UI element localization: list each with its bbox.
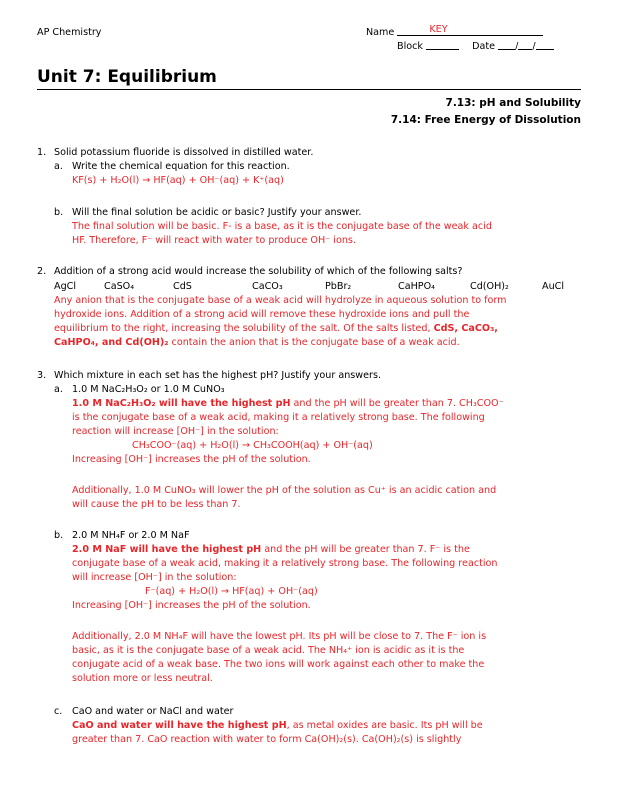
q3b-answer-line: 2.0 M NaF will have the highest pH and the pH will be greater than 7. F⁻ is the xyxy=(72,544,470,555)
q2-answer-line: Any anion that is the conjugate base of a weak acid will hydrolyze in aqueous solution to form xyxy=(54,295,507,306)
q3b-additional-line: Additionally, 2.0 M NH₄F will have the lowest pH. Its pH will be close to 7. The F⁻ ion is xyxy=(72,631,487,642)
q2-number: 2. xyxy=(37,266,47,277)
q2-answer-bold: CaHPO₄, and Cd(OH)₂ xyxy=(54,337,169,348)
q3-prompt: Which mixture in each set has the highest pH? Justify your answers. xyxy=(54,370,382,381)
date-month-blank[interactable] xyxy=(498,41,515,50)
q1a-answer: KF(s) + H₂O(l) → HF(aq) + OH⁻(aq) + K⁺(aq) xyxy=(72,175,284,186)
q3b-additional-line: conjugate acid of a weak base. The two ions will work against each other to make the xyxy=(72,659,485,670)
q3a-answer-line: is the conjugate base of a weak acid, making it a relatively strong base. The following xyxy=(72,412,485,423)
q2-answer-line: hydroxide ions. Addition of a strong acid will remove these hydroxide ions and pull the xyxy=(54,309,470,320)
q3a-answer-line: Increasing [OH⁻] increases the pH of the solution. xyxy=(72,454,311,465)
q3b-answer-line: conjugate base of a weak acid, making it a relatively strong base. The following reaction xyxy=(72,558,498,569)
q2-salt-list xyxy=(54,280,574,293)
q3c-answer-line: greater than 7. CaO reaction with water to form Ca(OH)₂(s). Ca(OH)₂(s) is slightly xyxy=(72,734,462,745)
q3b-answer-bold: 2.0 M NaF will have the highest pH xyxy=(72,544,262,555)
q3c-answer-line: CaO and water will have the highest pH, as metal oxides are basic. Its pH will be xyxy=(72,720,483,731)
salt-item: CdS xyxy=(173,281,192,292)
name-label: Name xyxy=(366,27,395,38)
q3a-answer-bold: 1.0 M NaC₂H₃O₂ will have the highest pH xyxy=(72,398,291,409)
q3b-label: b. xyxy=(54,530,64,541)
topic-heading-2: 7.14: Free Energy of Dissolution xyxy=(390,114,581,126)
q3a-prompt: 1.0 M NaC₂H₃O₂ or 1.0 M CuNO₃ xyxy=(72,384,225,395)
q3b-additional-line: basic, as it is the conjugate base of a weak acid. The NH₄⁺ ion is acidic as it is the xyxy=(72,645,465,656)
q2-prompt: Addition of a strong acid would increase the solubility of which of the following salts? xyxy=(54,266,463,277)
block-label: Block xyxy=(397,41,423,52)
q2-answer-line: CaHPO₄, and Cd(OH)₂ contain the anion that is the conjugate base of a weak acid. xyxy=(54,337,460,348)
q1-prompt: Solid potassium fluoride is dissolved in distilled water. xyxy=(54,147,314,158)
q3a-answer-line: 1.0 M NaC₂H₃O₂ will have the highest pH and the pH will be greater than 7. CH₃COO⁻ xyxy=(72,398,504,409)
name-blank[interactable] xyxy=(397,24,457,36)
q1b-prompt: Will the final solution be acidic or basic? Justify your answer. xyxy=(72,207,362,218)
q1b-answer-line: The final solution will be basic. F- is a base, as it is the conjugate base of the weak acid xyxy=(72,221,492,232)
q1b-label: b. xyxy=(54,207,64,218)
q3c-answer-bold: CaO and water will have the highest pH xyxy=(72,720,287,731)
date-year-blank[interactable] xyxy=(536,41,554,50)
q3-number: 3. xyxy=(37,370,47,381)
salt-item: AgCl xyxy=(54,281,77,292)
name-line xyxy=(366,26,543,39)
date-day-blank[interactable] xyxy=(518,41,532,50)
q1-number: 1. xyxy=(37,147,47,158)
q3a-answer-line: reaction will increase [OH⁻] in the solution: xyxy=(72,426,279,437)
q1a-prompt: Write the chemical equation for this reaction. xyxy=(72,161,290,172)
q3b-prompt: 2.0 M NH₄F or 2.0 M NaF xyxy=(72,530,190,541)
q3a-equation: CH₃COO⁻(aq) + H₂O(l) → CH₃COOH(aq) + OH⁻(aq) xyxy=(132,440,373,451)
q3a-label: a. xyxy=(54,384,63,395)
q3b-answer-line: will increase [OH⁻] in the solution: xyxy=(72,572,237,583)
topic-heading-1: 7.13: pH and Solubility xyxy=(445,97,581,109)
q1b-answer-line: HF. Therefore, F⁻ will react with water to produce OH⁻ ions. xyxy=(72,235,356,246)
q1a-label: a. xyxy=(54,161,63,172)
salt-item: Cd(OH)₂ xyxy=(470,281,509,292)
q3c-label: c. xyxy=(54,706,63,717)
q3b-equation: F⁻(aq) + H₂O(l) → HF(aq) + OH⁻(aq) xyxy=(145,586,318,597)
salt-item: AuCl xyxy=(542,281,565,292)
salt-item: CaSO₄ xyxy=(104,281,135,292)
block-blank[interactable] xyxy=(426,41,459,50)
page-title: Unit 7: Equilibrium xyxy=(37,67,217,87)
block-date-line: Block Date / / xyxy=(397,40,554,53)
course-name: AP Chemistry xyxy=(37,27,102,38)
q3a-additional-line: will cause the pH to be less than 7. xyxy=(72,499,241,510)
q3c-prompt: CaO and water or NaCl and water xyxy=(72,706,234,717)
q3a-additional-line: Additionally, 1.0 M CuNO₃ will lower the pH of the solution as Cu⁺ is an acidic cation and xyxy=(72,485,497,496)
name-key: KEY xyxy=(429,24,448,35)
q2-answer-bold: CdS, CaCO₃, xyxy=(433,323,498,334)
salt-item: CaCO₃ xyxy=(252,281,283,292)
salt-item: PbBr₂ xyxy=(325,281,352,292)
q3b-additional-line: solution more or less neutral. xyxy=(72,673,213,684)
q3b-answer-line: Increasing [OH⁻] increases the pH of the solution. xyxy=(72,600,311,611)
salt-item: CaHPO₄ xyxy=(398,281,435,292)
date-label: Date xyxy=(472,41,496,52)
q2-answer-line: equilibrium to the right, increasing the solubility of the salt. Of the salts listed, CdS, CaCO₃, xyxy=(54,323,498,334)
title-rule xyxy=(37,89,581,90)
